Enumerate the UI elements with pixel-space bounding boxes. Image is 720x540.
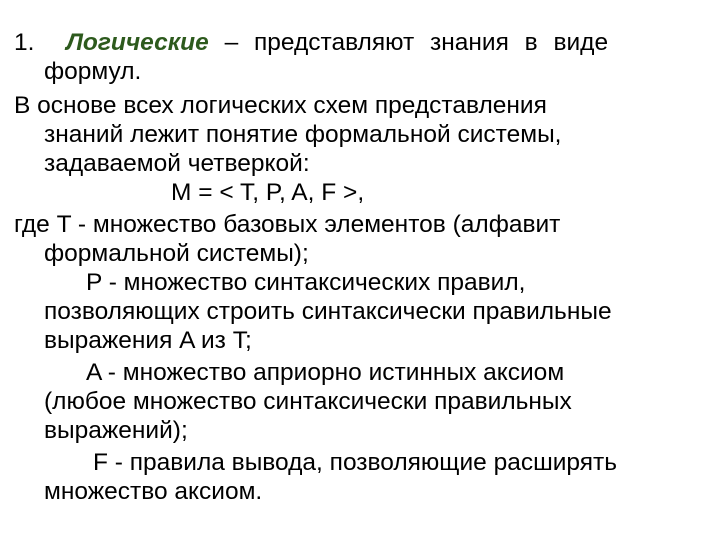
para1-line-3: задаваемой четверкой:	[44, 150, 310, 177]
def-p-line-2: позволяющих строить синтаксически правильные	[44, 298, 612, 325]
formula: M = < T, P, A, F >,	[171, 179, 365, 206]
where-t-line-1: где T - множество базовых элементов (алфавит	[14, 211, 561, 238]
item1-rest: – представляют знания в виде	[224, 29, 609, 56]
para1-line-2: знаний лежит понятие формальной системы,	[44, 121, 562, 148]
def-p-line-3: выражения A из T;	[44, 327, 252, 354]
para1-line-1: В основе всех логических схем представления	[14, 92, 547, 119]
def-a-line-2: (любое множество синтаксически правильных	[44, 388, 572, 415]
def-f-line-1: F - правила вывода, позволяющие расширять	[93, 449, 618, 476]
where-t-line-2: формальной системы);	[44, 240, 309, 267]
item1-number: 1.	[14, 29, 35, 56]
def-p-line-1: P - множество синтаксических правил,	[86, 269, 526, 296]
item1-continuation: формул.	[44, 58, 142, 85]
item1-line	[14, 28, 608, 57]
def-a-line-3: выражений);	[44, 417, 188, 444]
def-f-line-2: множество аксиом.	[44, 478, 263, 505]
def-a-line-1: A - множество априорно истинных аксиом	[86, 359, 565, 386]
item1-term: Логические	[66, 29, 209, 56]
